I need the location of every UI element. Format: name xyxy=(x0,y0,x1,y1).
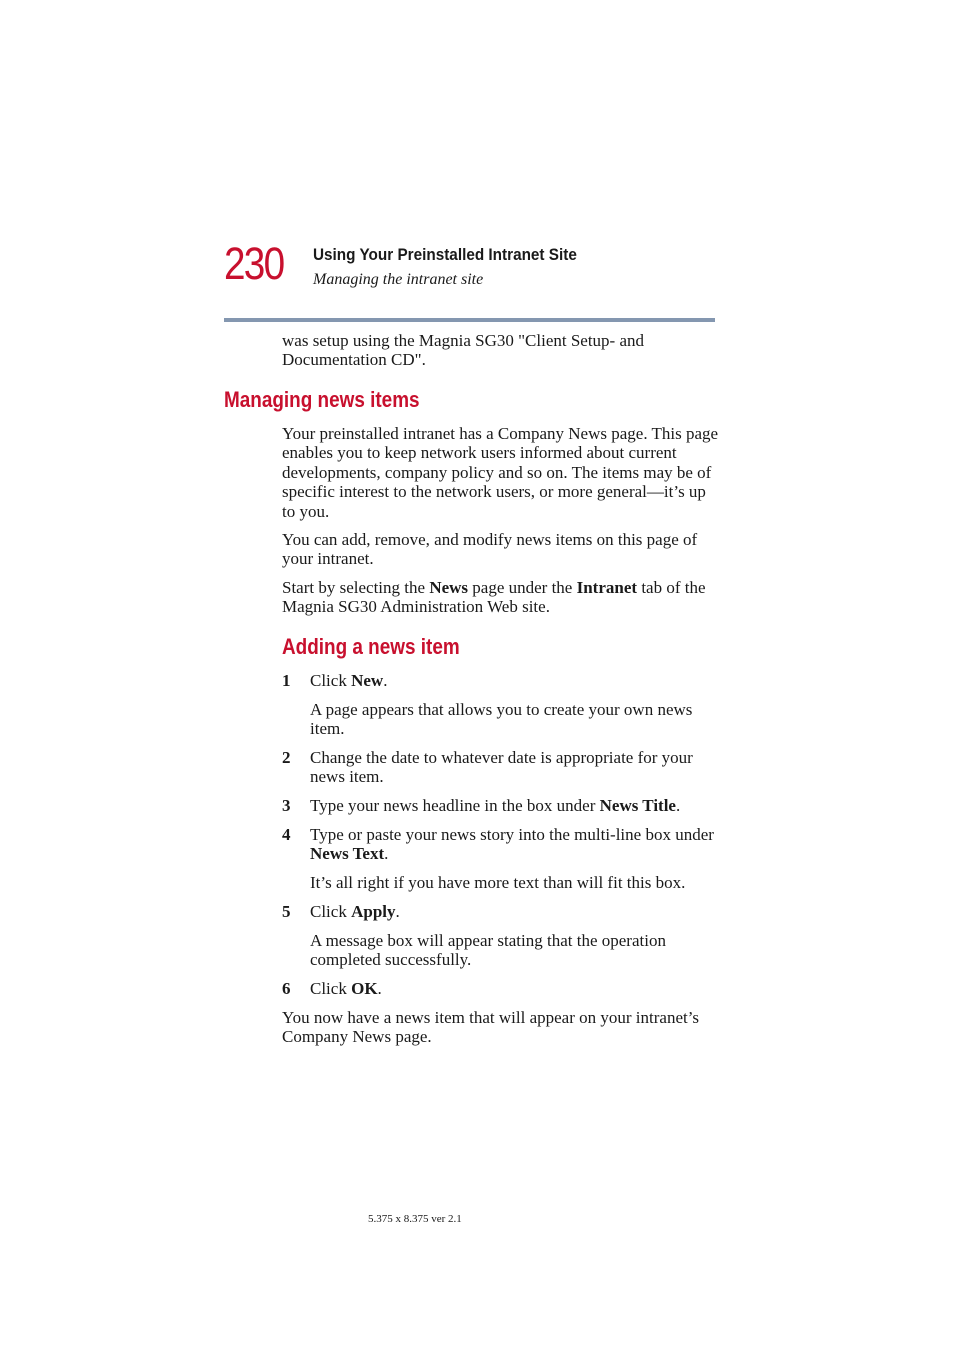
step-text: Type or paste your news story into the multi-line box under News Text. xyxy=(310,825,714,864)
chapter-title: Using Your Preinstalled Intranet Site xyxy=(313,245,577,264)
managing-paragraph-3 xyxy=(282,578,722,617)
para3-text-3: tab of the Magnia SG30 Administration Web site. xyxy=(282,578,706,617)
para3-text-1: Start by selecting the xyxy=(282,578,430,597)
step-text: Click New. xyxy=(310,671,388,690)
para3-text-2: page under the xyxy=(468,578,577,597)
news-page-term: News xyxy=(429,578,469,597)
heading-adding-news-item: Adding a news item xyxy=(282,634,460,659)
step-number: 3 xyxy=(282,796,291,815)
step-number: 5 xyxy=(282,902,291,921)
step-number: 6 xyxy=(282,979,291,998)
heading-managing-news-items: Managing news items xyxy=(224,387,420,412)
step-5-note: A message box will appear stating that the operation completed successfully. xyxy=(310,931,666,970)
step-number: 1 xyxy=(282,671,291,690)
page-number: 230 xyxy=(224,238,284,289)
section-subtitle: Managing the intranet site xyxy=(313,271,484,288)
closing-paragraph: You now have a news item that will appear on your intranet’s Company News page. xyxy=(282,1008,700,1047)
header-rule xyxy=(224,318,715,322)
step-text: Type your news headline in the box under News Title. xyxy=(310,796,681,815)
step-text: Change the date to whatever date is appropriate for your news item. xyxy=(310,748,693,787)
intro-paragraph: was setup using the Magnia SG30 "Client Setup- and Documentation CD". xyxy=(282,331,645,370)
version-footer: 5.375 x 8.375 ver 2.1 xyxy=(368,1213,462,1225)
managing-paragraph-2: You can add, remove, and modify news items on this page of your intranet. xyxy=(282,530,698,569)
step-text: Click OK. xyxy=(310,979,382,998)
step-1-note: A page appears that allows you to create your own news item. xyxy=(310,700,693,739)
intranet-tab-term: Intranet xyxy=(576,578,638,597)
step-number: 2 xyxy=(282,748,291,767)
step-text: Click Apply. xyxy=(310,902,400,921)
step-4-note: It’s all right if you have more text than will fit this box. xyxy=(310,873,686,892)
step-number: 4 xyxy=(282,825,291,844)
managing-paragraph-1: Your preinstalled intranet has a Company News page. This page enables you to keep network users informed about current developments, company policy and so on. The items may be of specific interest to the network users, or more general—it’s up to you. xyxy=(282,424,719,521)
